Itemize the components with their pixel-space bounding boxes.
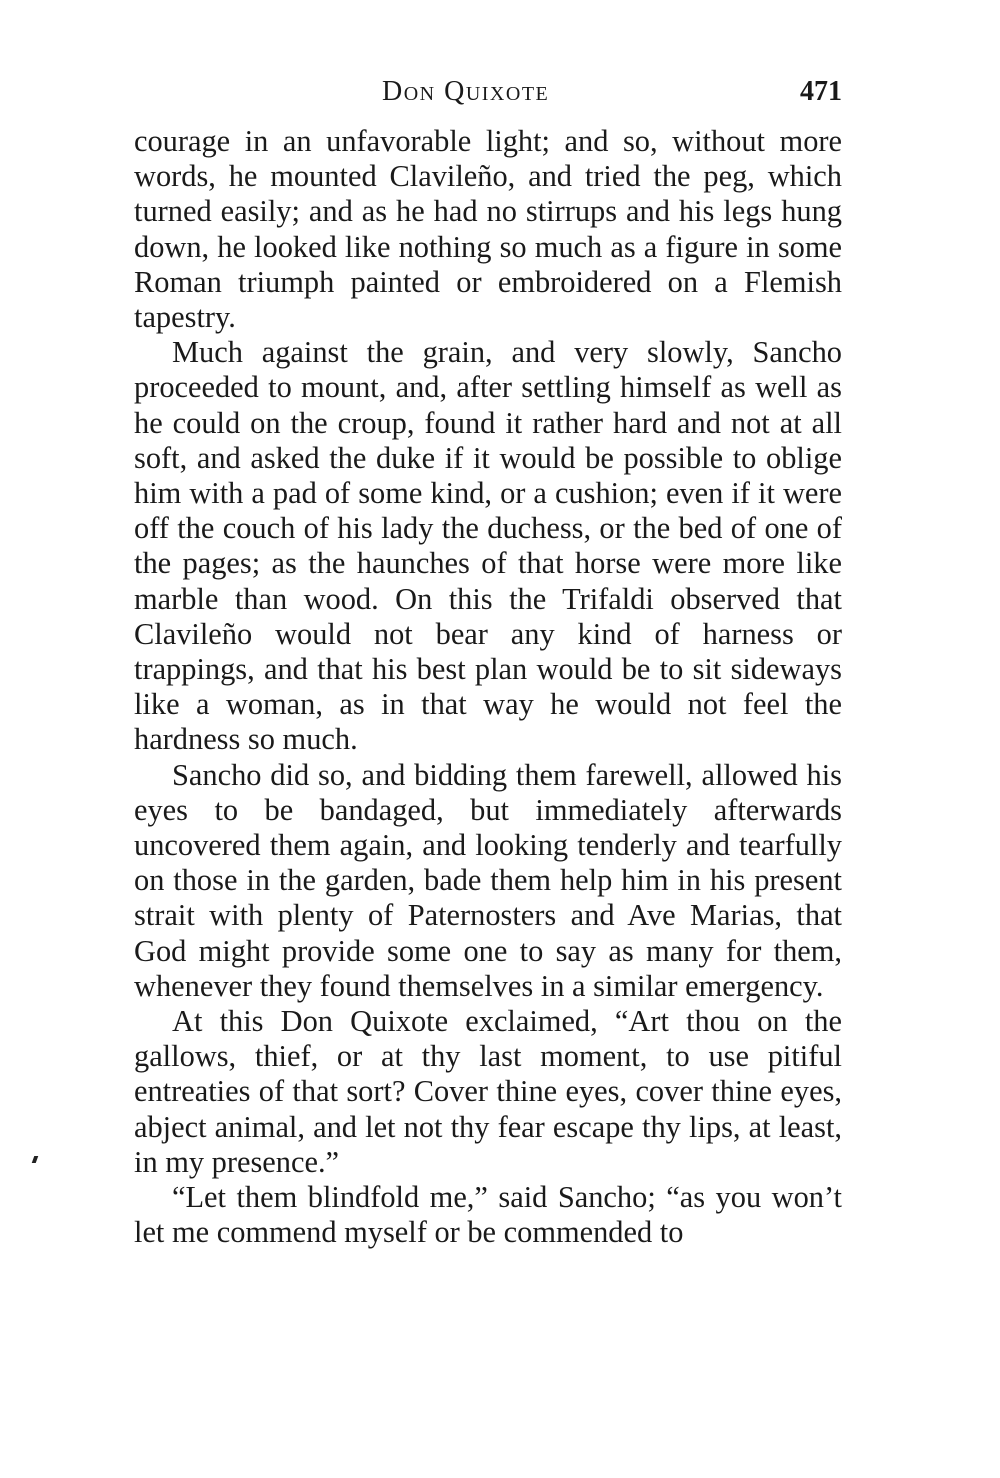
running-title: Don Quixote xyxy=(382,76,550,107)
paragraph: Sancho did so, and bidding them farewell, allowed his eyes to be bandaged, but immediately afterwards uncovered them again, and looking tenderly and tearfully on those in the garden, bade them help him in his present strait with plenty of Paternosters and Ave Marias, that God might provide some one to say as many for them, whenever they found themselves in a similar emergency. xyxy=(134,757,842,1003)
paragraph: At this Don Quixote exclaimed, “Art thou on the gallows, thief, or at thy last moment, to use pitiful entreaties of that sort? Cover thine eyes, cover thine eyes, abject animal, and let not thy fear escape thy lips, at least, in my presence.” xyxy=(134,1004,842,1179)
page-number: 471 xyxy=(800,76,842,107)
paragraph: Much against the grain, and very slowly, Sancho proceeded to mount, and, after settling himself as well as he could on the croup, found it rather hard and not at all soft, and asked the duke if it would be possible to oblige him with a pad of some kind, or a cushion; even if it were off the couch of his lady the duchess, or the bed of one of the pages; as the haunches of that horse were more like marble than wood. On this the Trifaldi observed that Clavileño would not bear any kind of harness or trappings, and that his best plan would be to sit sideways like a woman, as in that way he would not feel the hardness so much. xyxy=(134,335,842,757)
paragraph: “Let them blindfold me,” said Sancho; “as you won’t let me commend myself or be commended to xyxy=(134,1180,842,1250)
body-text xyxy=(134,124,842,1251)
margin-speck xyxy=(32,1156,39,1163)
paragraph-continued: courage in an unfavorable light; and so, without more words, he mounted Clavileño, and tried the peg, which turned easily; and as he had no stirrups and his legs hung down, he looked like nothing so much as a figure in some Roman triumph painted or embroidered on a Flemish tapestry. xyxy=(134,124,842,335)
running-head xyxy=(134,76,842,116)
